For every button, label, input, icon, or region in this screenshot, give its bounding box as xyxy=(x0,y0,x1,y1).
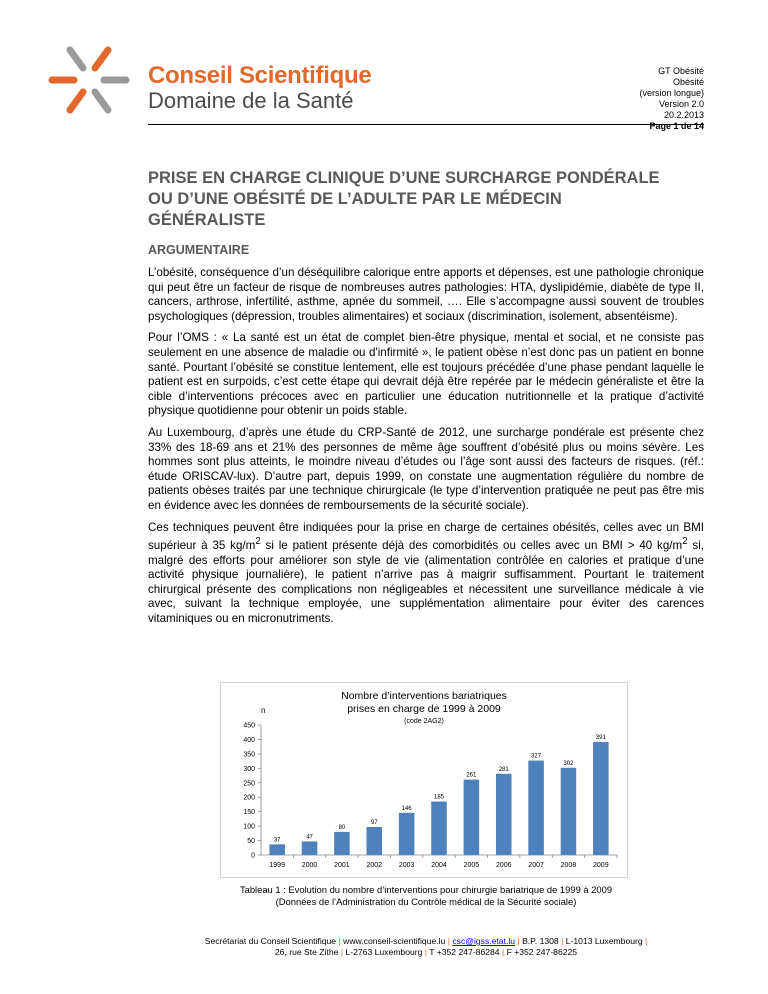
chart-svg xyxy=(221,683,627,877)
body-text xyxy=(148,266,704,634)
y-tick-label: 100 xyxy=(243,823,255,831)
footer-website-link[interactable]: www.conseil-scientifique.lu xyxy=(343,936,446,946)
meta-date: 20.2.2013 xyxy=(663,110,704,120)
y-tick-label: 450 xyxy=(243,722,255,730)
x-tick-label: 2009 xyxy=(593,862,609,869)
data-label: 97 xyxy=(370,819,378,826)
paragraph xyxy=(148,521,704,627)
separator: | xyxy=(340,947,344,957)
section-heading: ARGUMENTAIRE xyxy=(148,243,250,257)
y-tick-label: 300 xyxy=(243,765,255,773)
data-label: 281 xyxy=(498,766,509,773)
bar xyxy=(269,844,285,855)
x-tick-label: 1999 xyxy=(269,862,285,869)
footer-line2 xyxy=(148,947,704,958)
footer-email-link[interactable]: csc@igss.etat.lu xyxy=(452,936,516,946)
data-label: 302 xyxy=(563,760,574,767)
bar xyxy=(302,841,318,855)
text-run: si le patient présente déjà des comorbidités ou celles avec un BMI > 40 kg/m xyxy=(260,538,683,552)
y-tick-label: 150 xyxy=(243,809,255,817)
document-title: PRISE EN CHARGE CLINIQUE D’UNE SURCHARGE PONDÉRALE OU D’UNE OBÉSITÉ DE L’ADULTE PAR LE MÉDECIN GÉNÉRALISTE xyxy=(148,169,660,229)
bar-chart xyxy=(220,682,628,878)
separator: | xyxy=(561,936,564,946)
chart-title-line1: Nombre d’interventions bariatriques xyxy=(341,690,507,702)
separator: | xyxy=(501,947,505,957)
x-tick-label: 2000 xyxy=(301,862,318,869)
meta-version: Version 2.0 xyxy=(658,99,704,109)
footer-street: 26, rue Ste Zithe xyxy=(274,947,339,957)
bar xyxy=(334,832,350,855)
y-tick-label: 350 xyxy=(243,751,255,759)
bar xyxy=(528,761,544,855)
separator: | xyxy=(645,936,648,946)
meta-group: GT Obésité xyxy=(658,66,704,76)
paragraph: Pour l’OMS : « La santé est un état de complet bien-être physique, mental et social, et ne consiste pas seulement en une absence de maladie ou d'infirmité », le patient obèse n’est donc pas un patient en bonne santé. Pourtant l’obésité se constitue lentement, elle est toujours précédée d’une phase pendant laquelle le patient est en surpoids, c’est cette étape qui devrait déjà être repérée par le médecin généraliste et être la cible d’interventions précoces avec en particulier une éducation nutritionnelle et la pratique d’activité physique quotidienne pour obtenir un poids stable. xyxy=(148,331,704,418)
x-tick-label: 2003 xyxy=(398,862,415,869)
header-rule xyxy=(148,124,704,125)
superscript: 2 xyxy=(682,536,688,548)
footer-line1 xyxy=(148,936,704,947)
x-tick-label: 2001 xyxy=(334,862,350,869)
footer-fax: F +352 247-86225 xyxy=(506,947,578,957)
y-tick-label: 200 xyxy=(243,794,255,802)
data-label: 47 xyxy=(306,834,313,841)
chart-title-line2: prises en charge de 1999 à 2009 xyxy=(347,703,501,715)
x-tick-label: 2005 xyxy=(463,862,480,869)
bar xyxy=(399,813,415,855)
logo-subtitle: Domaine de la Santé xyxy=(148,88,354,113)
bar xyxy=(593,742,609,855)
meta-page: Page 1 de 14 xyxy=(649,121,704,131)
data-label: 37 xyxy=(273,837,281,844)
meta-version-type: (version longue) xyxy=(639,88,704,98)
footer-tel: T +352 247-86284 xyxy=(429,947,500,957)
x-tick-label: 2006 xyxy=(495,862,512,869)
caption-line2: (Données de l’Administration du Contrôle médical de la Sécurité sociale) xyxy=(275,895,577,907)
bar xyxy=(367,827,383,855)
data-label: 391 xyxy=(595,735,606,742)
data-label: 185 xyxy=(433,794,445,801)
caption-line1: Tableau 1 : Evolution du nombre d’interventions pour chirurgie bariatrique de 1999 à 2009 xyxy=(239,884,613,895)
superscript: 2 xyxy=(255,536,261,548)
x-tick-label: 2004 xyxy=(431,862,447,869)
text-run: Ces techniques peuvent être indiquées pour la prise en charge de certaines obésités, celles avec un BMI supérieur à 35 kg/m xyxy=(148,520,704,552)
bar xyxy=(561,768,577,855)
data-label: 261 xyxy=(466,772,477,779)
y-tick-label: 50 xyxy=(247,838,255,846)
logo-title: Conseil Scientifique xyxy=(148,62,372,89)
x-tick-label: 2008 xyxy=(560,862,577,869)
footer xyxy=(148,936,704,958)
separator: | xyxy=(517,936,520,946)
y-axis-label: n xyxy=(261,706,266,715)
paragraph: L’obésité, conséquence d’un déséquilibre calorique entre apports et dépenses, est une pathologie chronique qui peut être un facteur de risque de nombreuses autres pathologies: HTA, dyslipidémie, diabète de type II, cancers, arthrose, infertilité, asthme, apnée du sommeil, …. Elle s’accompagne aussi souvent de troubles psychologiques (dépression, troubles alimentaires) et sociaux (discrimination, isolement, absentéisme). xyxy=(148,266,704,323)
bar xyxy=(464,780,480,855)
footer-org: Secrétariat du Conseil Scientifique xyxy=(204,936,337,946)
y-tick-label: 0 xyxy=(251,852,255,860)
y-tick-label: 250 xyxy=(243,780,255,788)
y-tick-label: 400 xyxy=(243,736,255,744)
data-label: 327 xyxy=(531,753,542,760)
paragraph: Au Luxembourg, d’après une étude du CRP-Santé de 2012, une surcharge pondérale est présente chez 33% des 18-69 ans et 21% des personnes de même âge souffrent d’obésité plus ou moins sévère. Les hommes sont plus atteints, le moindre niveau d’études ou l’âge sont aussi des facteurs de risques. (réf.: étude ORISCAV-lux). D’autre part, depuis 1999, on constate une augmentation régulière du nombre de patients obèses traités par une technique chirurgicale (le type d’intervention pratiquée ne peut pas être mis en évidence avec les données de remboursements de la sécurité sociale). xyxy=(148,425,704,512)
chart-subtitle: (code 2AG2) xyxy=(404,718,444,725)
logo xyxy=(48,44,372,114)
separator: | xyxy=(424,947,428,957)
text-run: si, malgré des efforts pour améliorer son style de vie (alimentation contrôlée en calories et pratique d’une activité physique journalière), le patient n’arrive pas à maigrir suffisamment. Pourtant le traitement chirurgical présente des complications non négligeables et nécessitent une surveillance médicale à vie avec, suivant la technique employée, une supplémentation alimentaire pour éviter des carences vitaminiques ou en micronutriments. xyxy=(148,538,704,625)
bar xyxy=(496,774,512,855)
bar xyxy=(431,802,447,855)
separator: | xyxy=(447,936,450,946)
footer-city: L-1013 Luxembourg xyxy=(565,936,643,946)
footer-city2: L-2763 Luxembourg xyxy=(345,947,423,957)
footer-bp: B.P. 1308 xyxy=(522,936,559,946)
chart-caption xyxy=(148,884,704,907)
meta-topic: Obésité xyxy=(672,77,704,87)
x-tick-label: 2007 xyxy=(528,862,544,869)
data-label: 80 xyxy=(338,824,346,831)
separator: | xyxy=(338,936,341,946)
x-tick-label: 2002 xyxy=(366,862,383,869)
data-label: 146 xyxy=(401,805,412,812)
document-meta xyxy=(639,66,704,132)
logo-star-icon xyxy=(48,44,140,114)
